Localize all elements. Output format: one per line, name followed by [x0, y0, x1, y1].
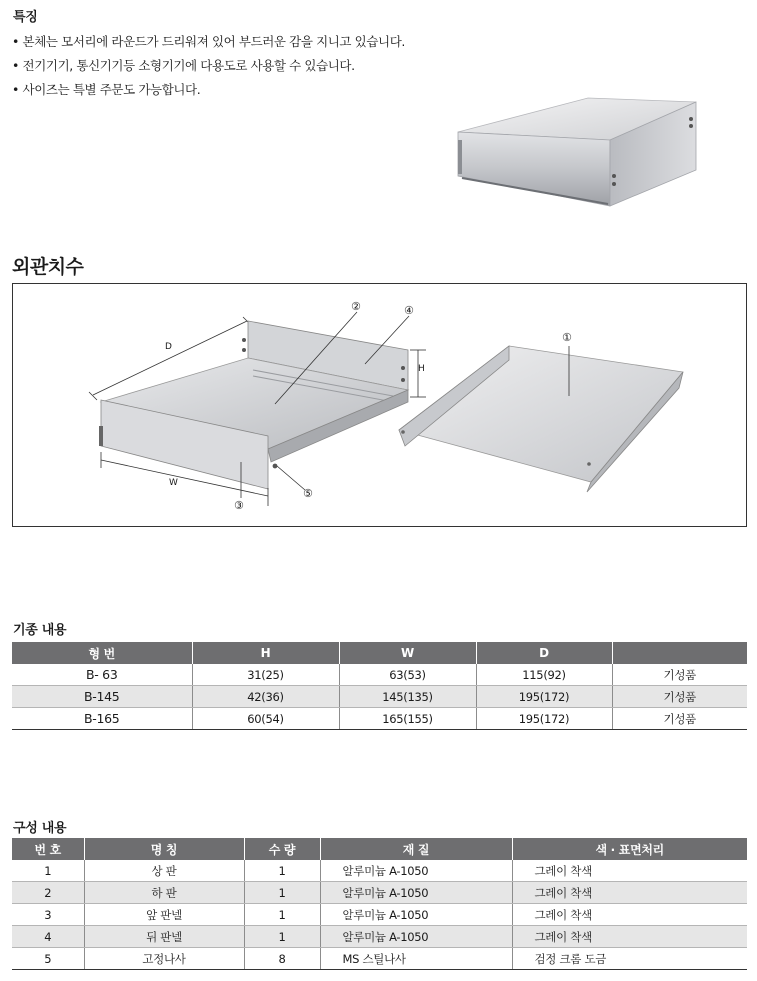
cell: 상 판	[84, 860, 244, 882]
cell: 그레이 착색	[512, 904, 747, 926]
product-photo	[448, 92, 708, 218]
components-title: 구성 내용	[13, 821, 67, 836]
dimensions-title: 외관치수	[12, 256, 84, 278]
features-title: 특징	[13, 10, 38, 25]
cell: 1	[12, 860, 84, 882]
cell: 1	[244, 904, 320, 926]
cell: 고정나사	[84, 948, 244, 970]
cell: B- 63	[12, 664, 192, 686]
col-header: D	[476, 642, 612, 664]
cell: 그레이 착색	[512, 926, 747, 948]
cell: 31(25)	[192, 664, 339, 686]
cell: 알루미늄 A-1050	[320, 904, 512, 926]
cell: 60(54)	[192, 708, 339, 730]
part-marker-4: ④	[404, 304, 414, 317]
cell: B-145	[12, 686, 192, 708]
cell: 알루미늄 A-1050	[320, 926, 512, 948]
col-header: H	[192, 642, 339, 664]
cell: 195(172)	[476, 686, 612, 708]
components-table	[12, 838, 747, 970]
col-header: 색 · 표면처리	[512, 838, 747, 860]
cell: 검정 크롬 도금	[512, 948, 747, 970]
cell: 그레이 착색	[512, 882, 747, 904]
feature-item: • 사이즈는 특별 주문도 가능합니다.	[12, 78, 405, 102]
dimension-w-label: W	[169, 478, 178, 488]
cell: 기성품	[612, 708, 747, 730]
dimension-diagram	[12, 283, 747, 527]
cell: B-165	[12, 708, 192, 730]
cell: 2	[12, 882, 84, 904]
cell: 기성품	[612, 686, 747, 708]
col-header: W	[339, 642, 476, 664]
cell: 그레이 착색	[512, 860, 747, 882]
cell: 195(172)	[476, 708, 612, 730]
cell: 알루미늄 A-1050	[320, 860, 512, 882]
dimension-h-label: H	[418, 364, 425, 374]
table-row	[12, 926, 747, 948]
cell: 기성품	[612, 664, 747, 686]
col-header: 형 번	[12, 642, 192, 664]
standard-table	[12, 642, 747, 730]
cell: 165(155)	[339, 708, 476, 730]
cell: 115(92)	[476, 664, 612, 686]
feature-item: • 전기기기, 통신기기등 소형기기에 다용도로 사용할 수 있습니다.	[12, 54, 405, 78]
part-marker-3: ③	[234, 499, 244, 512]
col-header: 명 칭	[84, 838, 244, 860]
cell: 145(135)	[339, 686, 476, 708]
cell: MS 스틸나사	[320, 948, 512, 970]
table-row	[12, 708, 747, 730]
col-header: 재 질	[320, 838, 512, 860]
cell: 8	[244, 948, 320, 970]
table-row	[12, 860, 747, 882]
cell: 63(53)	[339, 664, 476, 686]
part-marker-5: ⑤	[303, 487, 313, 500]
cell: 앞 판넬	[84, 904, 244, 926]
cell: 뒤 판넬	[84, 926, 244, 948]
cell: 3	[12, 904, 84, 926]
cell: 1	[244, 882, 320, 904]
col-header: 수 량	[244, 838, 320, 860]
part-marker-1: ①	[562, 331, 572, 344]
table-row	[12, 948, 747, 970]
dimension-d-label: D	[165, 342, 172, 352]
cell: 4	[12, 926, 84, 948]
features-list	[12, 30, 405, 102]
feature-item: • 본체는 모서리에 라운드가 드리워져 있어 부드러운 감을 지니고 있습니다.	[12, 30, 405, 54]
col-header: 번 호	[12, 838, 84, 860]
part-marker-2: ②	[351, 300, 361, 313]
cell: 알루미늄 A-1050	[320, 882, 512, 904]
table-row	[12, 904, 747, 926]
col-header	[612, 642, 747, 664]
cell: 5	[12, 948, 84, 970]
cell: 1	[244, 926, 320, 948]
cell: 42(36)	[192, 686, 339, 708]
table-row	[12, 664, 747, 686]
standard-title: 기종 내용	[13, 623, 67, 638]
table-header-row	[12, 642, 747, 664]
cell: 1	[244, 860, 320, 882]
table-row	[12, 882, 747, 904]
cell: 하 판	[84, 882, 244, 904]
table-row	[12, 686, 747, 708]
table-header-row	[12, 838, 747, 860]
